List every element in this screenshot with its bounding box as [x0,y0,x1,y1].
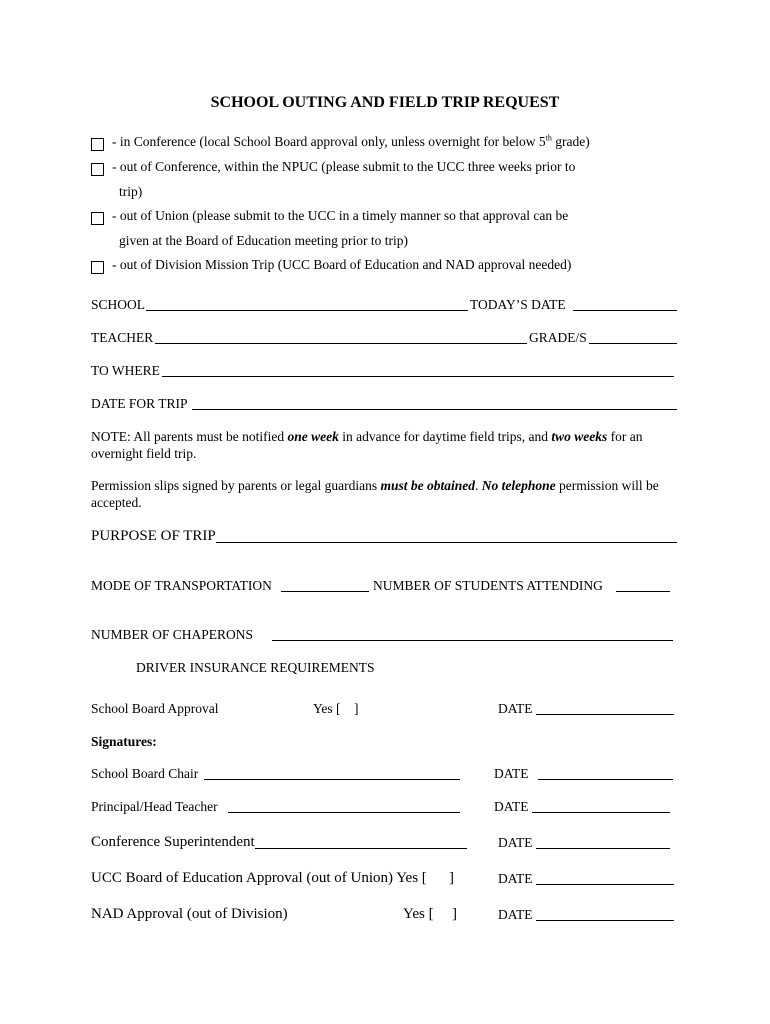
ucc-approval-label: UCC Board of Education Approval (out of Union) Yes [ [91,870,427,886]
chair-signature-field[interactable] [204,779,460,780]
nad-date-label: DATE [498,907,533,922]
nad-yes-checkbox[interactable]: Yes [ [403,906,434,922]
checkbox-out-of-division[interactable] [91,261,104,274]
nad-date-field[interactable] [536,920,674,921]
note-text-mid: in advance for daytime field trips, and [338,429,552,444]
checkbox-in-conference[interactable] [91,138,104,151]
school-board-approval-label: School Board Approval [91,701,219,716]
todays-date-label: TODAY’S DATE [470,297,566,312]
option-out-of-division: - out of Division Mission Trip (UCC Board of Education and NAD approval needed) [112,257,572,272]
principal-label: Principal/Head Teacher [91,799,218,814]
permission-text-mid: . [474,478,482,493]
option-text-end: grade) [551,134,590,149]
option-in-conference [112,134,590,150]
checkbox-out-of-union[interactable] [91,212,104,225]
to-where-label: TO WHERE [91,363,160,378]
school-board-yes-checkbox[interactable]: Yes [ ] [313,701,359,716]
superintendent-label: Conference Superintendent [91,834,255,850]
option-out-of-conference: - out of Conference, within the NPUC (please submit to the UCC three weeks prior to [112,159,576,174]
option-text: - in Conference (local School Board approval only, unless overnight for below 5 [112,134,546,149]
nad-yes-close[interactable]: ] [452,906,457,922]
option-out-of-union-cont: given at the Board of Education meeting prior to trip) [119,233,409,248]
chair-date-label: DATE [494,766,529,781]
option-out-of-union: - out of Union (please submit to the UCC in a timely manner so that approval can be [112,208,569,223]
date-for-trip-label: DATE FOR TRIP [91,396,188,411]
school-board-date-field[interactable] [536,714,674,715]
mode-label: MODE OF TRANSPORTATION [91,578,272,593]
permission-text-end: permission will be accepted. [91,478,659,510]
chair-date-field[interactable] [538,779,673,780]
principal-date-field[interactable] [532,812,670,813]
superintendent-date-label: DATE [498,835,533,850]
principal-signature-field[interactable] [228,812,460,813]
note-emphasis-one-week: one week [287,429,339,444]
chair-label: School Board Chair [91,766,199,781]
todays-date-field[interactable] [573,310,677,311]
teacher-field[interactable] [155,343,527,344]
purpose-field[interactable] [216,542,677,543]
form-title: SCHOOL OUTING AND FIELD TRIP REQUEST [210,94,560,111]
num-chaperons-field[interactable] [272,640,673,641]
to-where-field[interactable] [162,376,674,377]
ucc-date-field[interactable] [536,884,674,885]
num-students-field[interactable] [616,591,670,592]
date-for-trip-field[interactable] [192,409,677,410]
teacher-label: TEACHER [91,330,154,345]
permission-paragraph [91,477,691,511]
num-students-label: NUMBER OF STUDENTS ATTENDING [373,578,603,593]
option-out-of-conference-cont: trip) [119,184,143,199]
note-emphasis-two-weeks: two weeks [551,429,608,444]
principal-date-label: DATE [494,799,529,814]
permission-emphasis-telephone: No telephone [481,478,556,493]
nad-approval-label: NAD Approval (out of Division) [91,906,288,922]
note-text: NOTE: All parents must be notified [91,429,288,444]
mode-field[interactable] [281,591,369,592]
checkbox-out-of-conference[interactable] [91,163,104,176]
school-board-date-label: DATE [498,701,533,716]
signatures-heading: Signatures: [91,734,157,749]
note-paragraph [91,428,691,462]
driver-insurance-heading: DRIVER INSURANCE REQUIREMENTS [136,660,375,675]
permission-emphasis-obtained: must be obtained [380,478,475,493]
school-label: SCHOOL [91,297,146,312]
superintendent-signature-field[interactable] [255,848,467,849]
superintendent-date-field[interactable] [536,848,670,849]
num-chaperons-label: NUMBER OF CHAPERONS [91,627,254,642]
ucc-date-label: DATE [498,871,533,886]
purpose-label: PURPOSE OF TRIP [91,528,216,544]
ucc-yes-close[interactable]: ] [449,870,454,886]
option-superscript: th [545,133,552,143]
school-field[interactable] [146,310,468,311]
grades-label: GRADE/S [529,330,587,345]
note-text-end: for an overnight field trip. [91,429,643,461]
grades-field[interactable] [589,343,677,344]
permission-text: Permission slips signed by parents or legal guardians [91,478,381,493]
